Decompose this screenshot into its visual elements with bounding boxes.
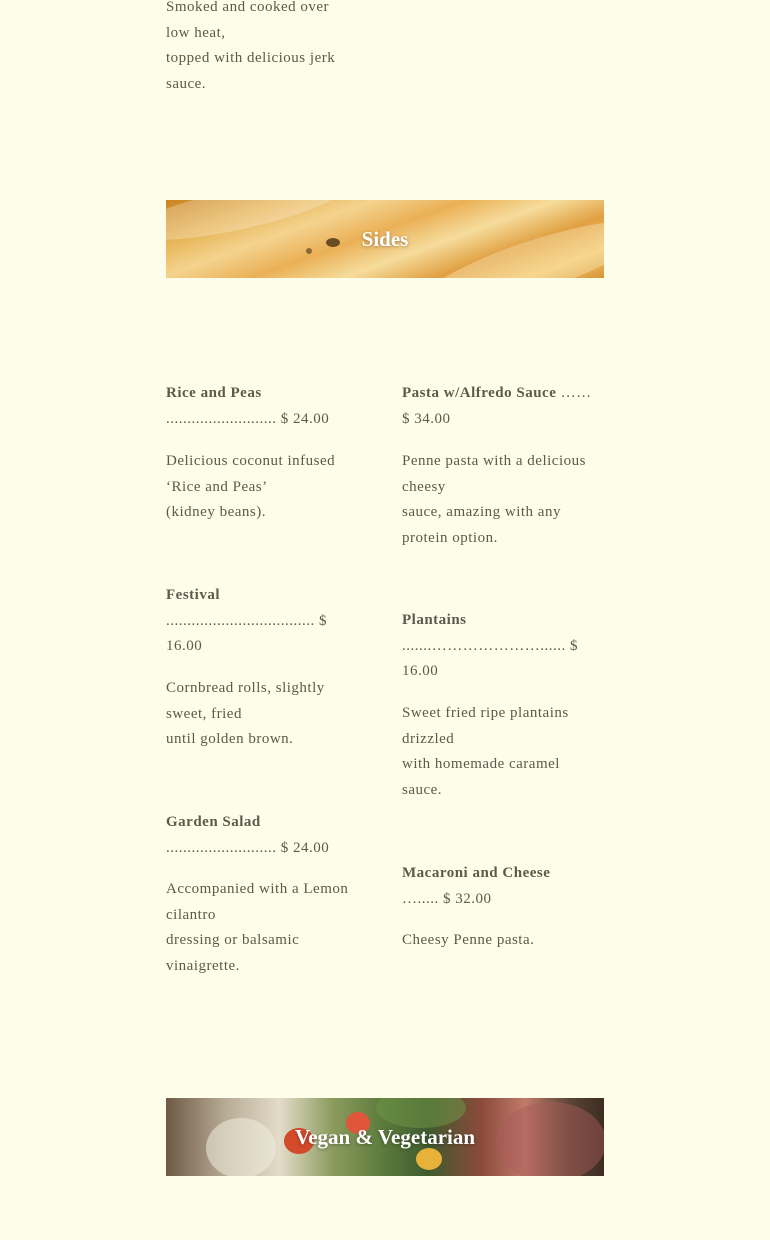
description-line: Penne pasta with a delicious: [402, 453, 586, 469]
item-name-price: [166, 810, 366, 861]
description-line: Accompanied with a Lemon: [166, 881, 349, 897]
item-description: [402, 701, 602, 803]
item-description: [402, 928, 602, 954]
description-line: ‘Rice and Peas’: [166, 478, 268, 495]
item-price: …..... $ 32.00: [402, 890, 492, 907]
item-price: .......................... $ 24.00: [166, 410, 330, 427]
description-line: sauce, amazing with any: [402, 504, 561, 520]
item-name-price: [402, 608, 602, 685]
item-name: Pasta w/Alfredo Sauce: [402, 385, 557, 401]
vegan-title: Vegan & Vegetarian: [294, 1124, 476, 1149]
description-line: low heat,: [166, 24, 226, 41]
item-name-price: [166, 381, 366, 432]
sides-section-banner: [166, 200, 604, 278]
item-description: [166, 449, 366, 526]
item-price: 16.00: [166, 638, 203, 654]
description-line: Smoked and cooked over: [166, 0, 330, 15]
top-item-description: [166, 0, 366, 97]
item-name-price: [166, 583, 366, 660]
description-line: cilantro: [166, 906, 216, 923]
item-price: ................................... $: [166, 612, 327, 629]
item-price: .......................... $ 24.00: [166, 839, 330, 856]
item-name: Rice and Peas: [166, 385, 262, 401]
description-line: Delicious coconut infused: [166, 453, 336, 469]
vegan-section-banner: [166, 1098, 604, 1176]
description-line: drizzled: [402, 730, 455, 747]
item-description: [166, 676, 366, 753]
description-line: sauce.: [166, 75, 207, 92]
item-price: $ 34.00: [402, 410, 451, 427]
description-line: dressing or balsamic: [166, 932, 300, 948]
item-price: .......…………………...... $: [402, 637, 578, 654]
item-price: 16.00: [402, 663, 439, 679]
item-price-leader: ……: [556, 385, 592, 401]
description-line: sauce.: [402, 781, 443, 798]
description-line: with homemade caramel: [402, 756, 560, 772]
description-line: sweet, fried: [166, 705, 242, 722]
sides-title: Sides: [361, 226, 409, 251]
description-line: Cheesy Penne pasta.: [402, 932, 535, 948]
description-line: (kidney beans).: [166, 504, 266, 520]
item-name: Garden Salad: [166, 814, 261, 830]
description-line: Cornbread rolls, slightly: [166, 680, 325, 696]
description-line: until golden brown.: [166, 731, 294, 747]
item-name-price: [402, 381, 612, 432]
item-name: Festival: [166, 587, 220, 603]
item-description: [402, 449, 612, 551]
description-line: topped with delicious jerk: [166, 50, 336, 66]
item-name: Macaroni and Cheese: [402, 865, 551, 881]
item-description: [166, 877, 376, 979]
description-line: vinaigrette.: [166, 957, 240, 974]
item-name-price: [402, 861, 602, 912]
item-name: Plantains: [402, 612, 467, 628]
description-line: Sweet fried ripe plantains: [402, 705, 569, 721]
description-line: protein option.: [402, 529, 498, 546]
description-line: cheesy: [402, 478, 446, 495]
